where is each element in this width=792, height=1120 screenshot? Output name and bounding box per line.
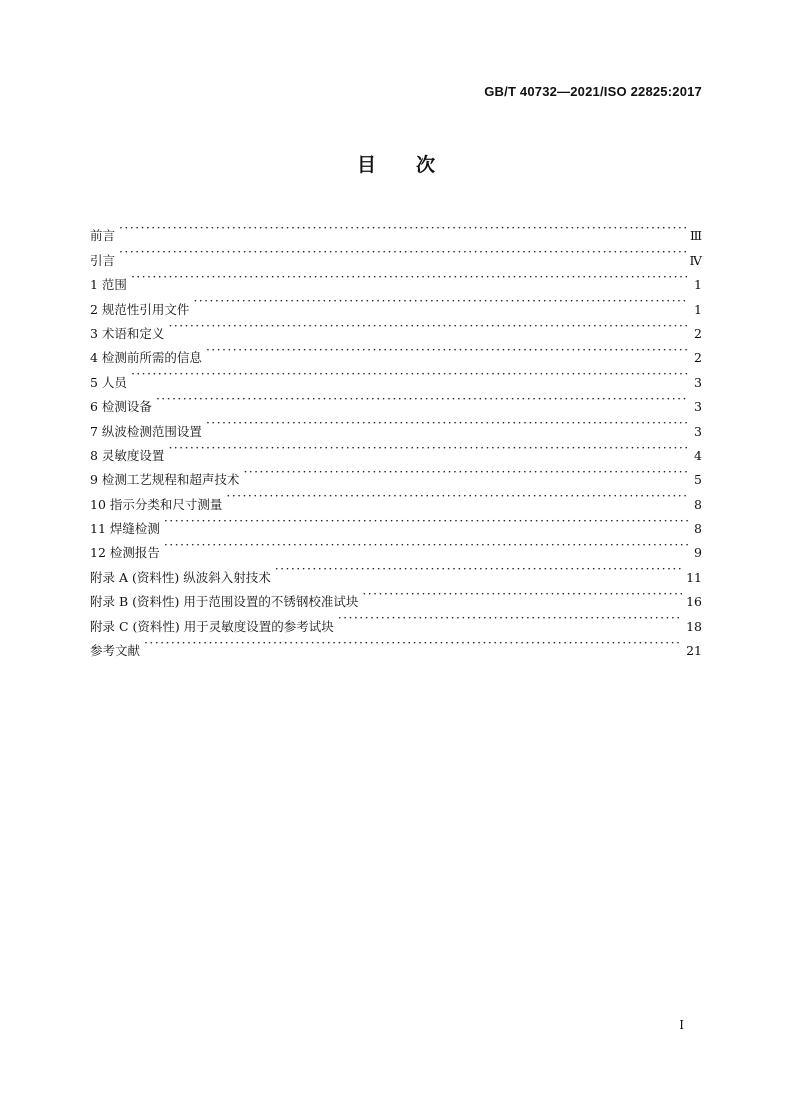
toc-entry-label: 1 范围 <box>90 273 131 297</box>
toc-entry[interactable] <box>90 265 702 293</box>
toc-entry-page: 21 <box>686 643 702 659</box>
toc-leader-dots <box>156 387 688 411</box>
toc-entry-page: 2 <box>694 350 702 366</box>
toc-leader-dots <box>164 533 688 557</box>
toc-entry[interactable] <box>90 436 702 463</box>
table-of-contents <box>90 216 702 659</box>
toc-leader-dots <box>168 436 688 460</box>
toc-entry-page: 3 <box>694 423 702 439</box>
toc-entry-label: 9 检测工艺规程和超声技术 <box>90 468 243 492</box>
toc-entry[interactable] <box>90 509 702 537</box>
toc-entry-label: 引言 <box>90 249 119 273</box>
toc-entry[interactable] <box>90 533 702 561</box>
toc-entry-page: 4 <box>694 447 702 463</box>
toc-entry-label: 4 检测前所需的信息 <box>90 346 206 370</box>
toc-entry[interactable] <box>90 631 702 659</box>
toc-entry-label: 前言 <box>90 224 119 248</box>
toc-entry-label: 12 检测报告 <box>90 541 164 565</box>
toc-entry[interactable] <box>90 411 702 439</box>
toc-entry[interactable] <box>90 387 702 415</box>
toc-entry-page: 3 <box>694 399 702 415</box>
toc-entry-page: 2 <box>694 325 702 341</box>
toc-entry[interactable] <box>90 314 702 341</box>
toc-entry-label: 10 指示分类和尺寸测量 <box>90 493 226 517</box>
toc-entry-label: 3 术语和定义 <box>90 322 168 346</box>
page-title-char-1: 目 <box>356 154 376 176</box>
toc-entry-label: 参考文献 <box>90 639 144 663</box>
toc-entry[interactable] <box>90 289 702 317</box>
page-title-char-2: 次 <box>416 154 436 176</box>
toc-entry[interactable] <box>90 216 702 244</box>
toc-leader-dots <box>119 216 686 240</box>
page-number: I <box>679 1018 684 1032</box>
toc-leader-dots <box>338 606 682 630</box>
toc-entry-label: 附录 C (资料性) 用于灵敏度设置的参考试块 <box>90 615 338 639</box>
toc-leader-dots <box>206 411 688 435</box>
toc-entry-page: 18 <box>686 618 702 634</box>
toc-entry-page: Ⅲ <box>689 228 702 244</box>
toc-entry-label: 7 纵波检测范围设置 <box>90 420 206 444</box>
toc-entry-label: 5 人员 <box>90 371 131 395</box>
toc-entry[interactable] <box>90 240 702 268</box>
toc-entry-page: 1 <box>694 277 702 293</box>
toc-entry-page: 8 <box>694 521 702 537</box>
toc-entry-page: 9 <box>694 545 702 561</box>
toc-leader-dots <box>168 314 688 338</box>
toc-entry-label: 6 检测设备 <box>90 395 156 419</box>
toc-leader-dots <box>119 240 685 264</box>
toc-entry[interactable] <box>90 362 702 390</box>
toc-entry-page: 5 <box>694 472 702 488</box>
toc-entry-label: 8 灵敏度设置 <box>90 444 168 468</box>
toc-leader-dots <box>206 338 688 362</box>
toc-leader-dots <box>164 509 688 533</box>
toc-entry-page: 16 <box>686 594 702 610</box>
toc-entry-label: 附录 A (资料性) 纵波斜入射技术 <box>90 566 275 590</box>
toc-leader-dots <box>131 362 688 386</box>
toc-entry-page: 8 <box>694 496 702 512</box>
toc-leader-dots <box>193 289 688 313</box>
toc-leader-dots <box>243 460 688 484</box>
toc-entry-label: 11 焊缝检测 <box>90 517 164 541</box>
toc-leader-dots <box>226 484 688 508</box>
toc-entry-page: Ⅳ <box>689 252 702 268</box>
toc-entry-page: 1 <box>694 301 702 317</box>
toc-leader-dots <box>131 265 688 289</box>
page-title <box>0 150 792 177</box>
standard-code: GB/T 40732—2021/ISO 22825:2017 <box>484 84 702 99</box>
toc-entry-label: 2 规范性引用文件 <box>90 298 193 322</box>
toc-entry-page: 3 <box>694 374 702 390</box>
toc-entry-label: 附录 B (资料性) 用于范围设置的不锈钢校准试块 <box>90 590 362 614</box>
toc-leader-dots <box>144 631 682 655</box>
toc-leader-dots <box>275 557 682 581</box>
toc-entry[interactable] <box>90 460 702 488</box>
toc-leader-dots <box>362 582 682 606</box>
toc-entry-page: 11 <box>686 569 702 585</box>
toc-entry[interactable] <box>90 338 702 366</box>
toc-entry[interactable] <box>90 557 702 585</box>
